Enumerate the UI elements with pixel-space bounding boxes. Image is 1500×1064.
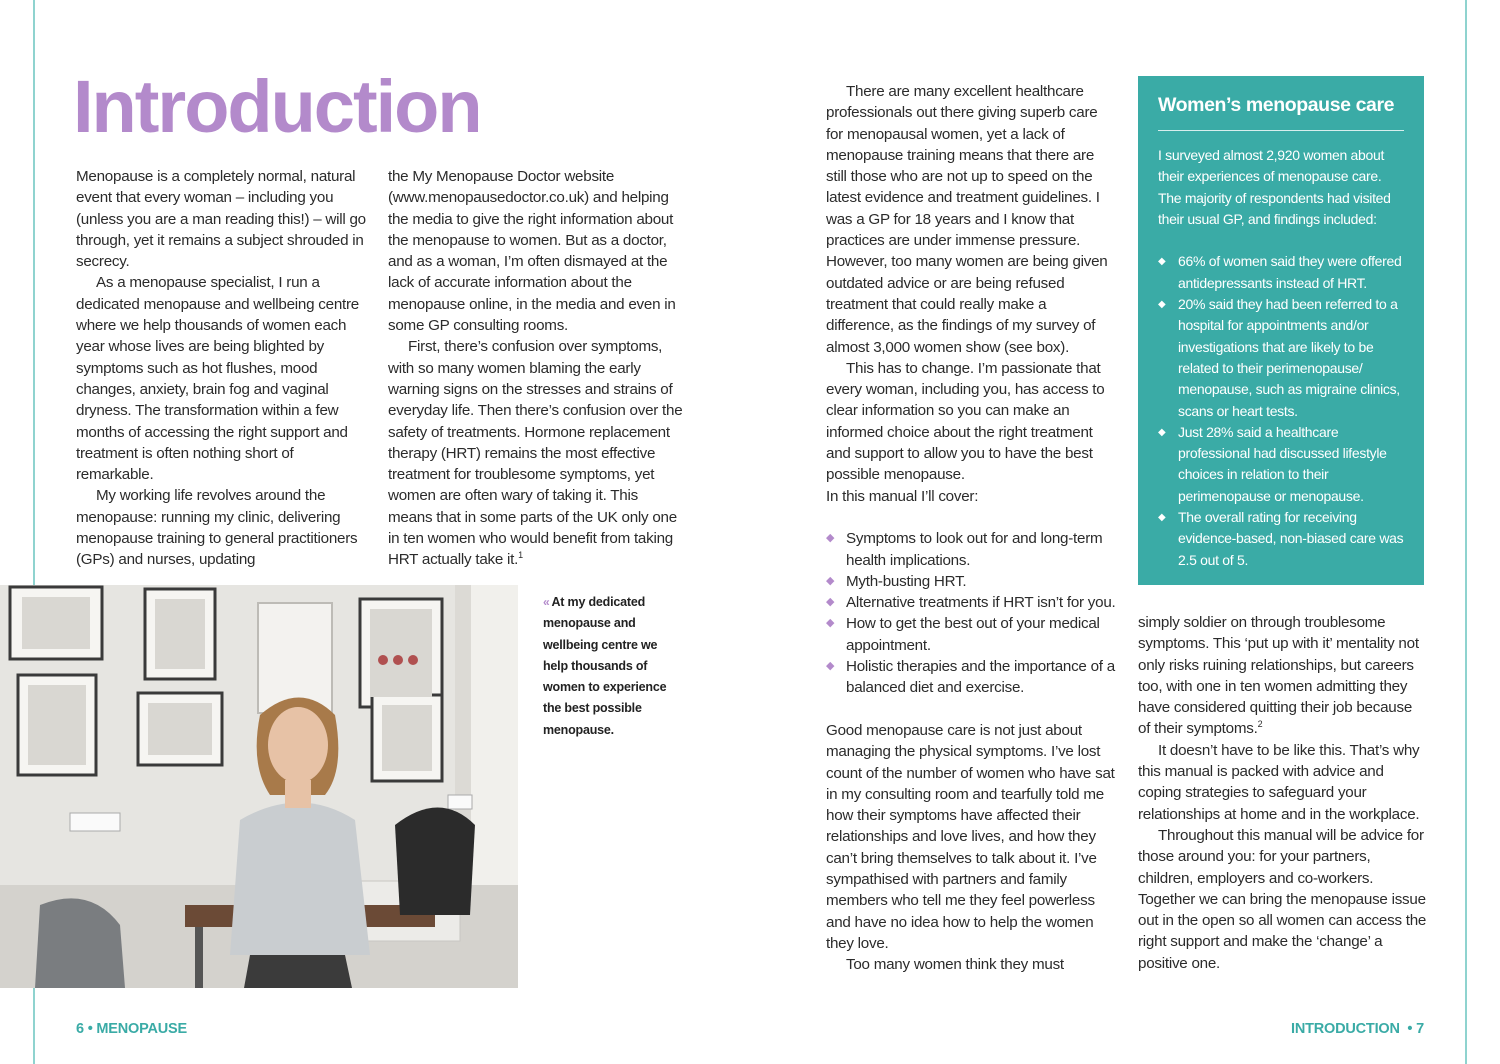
list-item: ◆ 66% of women said they were offered antidepressants instead of HRT. — [1158, 251, 1404, 294]
paragraph: It doesn’t have to be like this. That’s why this manual is packed with advice and coping strategies to safeguard your relationships at home and in the workplace. — [1138, 741, 1420, 823]
paragraph: Too many women think they must — [846, 956, 1064, 974]
survey-box-title: Women’s menopause care — [1158, 90, 1404, 131]
footnote-marker: 1 — [518, 550, 523, 561]
paragraph-text: simply soldier on through troublesome symptoms. This ‘put up with it’ mentality not only risks ruining relationships, but careers too, with one in ten women admitting they have considered quitting their job because of their symptoms. — [1138, 614, 1419, 738]
photo-caption — [543, 592, 683, 741]
list-item: ◆ Holistic therapies and the importance of a balanced diet and exercise. — [826, 656, 1118, 699]
column-1 — [76, 166, 368, 571]
clinic-photo-illustration — [0, 585, 518, 988]
survey-findings-list — [1158, 251, 1404, 570]
footnote-marker: 2 — [1257, 719, 1263, 730]
caption-arrow-icon: « — [543, 595, 550, 609]
paragraph-text: First, there’s confusion over symptoms, with so many women blaming the early warning signs on the stresses and strains of everyday life. Then there’s confusion over the safety of treatments. Hormone replacement therapy (HRT) remains the most effective treatment for troublesome symptoms, yet women are often wary of taking it. This means that in some parts of the UK only one in ten women who would benefit from taking HRT actually take it. — [388, 338, 683, 569]
paragraph: Good menopause care is not just about managing the physical symptoms. I’ve lost count of the number of women who have sat in my consulting room and tearfully told me how their symptoms have affected their relationships and love lives, and how they can’t bring themselves to talk about it. I’ve sympathised with partners and family members who tell me they feel powerless and have no idea how to help the women they love. — [826, 721, 1115, 952]
list-item: ◆ Myth-busting HRT. — [826, 571, 1118, 592]
footer-right-folio: INTRODUCTION • 7 — [1291, 1021, 1424, 1037]
column-2 — [388, 166, 686, 571]
column-3 — [826, 81, 1118, 975]
paragraph: In this manual I’ll cover: — [826, 487, 979, 505]
list-item: ◆ How to get the best out of your medical appointment. — [826, 613, 1118, 656]
survey-box — [1138, 76, 1424, 585]
list-item: ◆ 20% said they had been referred to a hospital for appointments and/or investigations that are likely to be related to their perimenopause/ menopause, such as migraine clinics, scans or heart tests. — [1158, 294, 1404, 422]
clinic-photo — [0, 585, 518, 988]
paragraph: Menopause is a completely normal, natural event that every woman – including you (unless you are a man reading this!) – will go through, yet it remains a subject shrouded in secrecy. — [76, 168, 366, 271]
footer-left-folio: 6 • MENOPAUSE — [76, 1021, 187, 1037]
paragraph: Throughout this manual will be advice for those around you: for your partners, children, employers and co-workers. Together we can bring the menopause issue out in the open so all women can access the right support and make the ‘change’ a positive one. — [1138, 826, 1427, 972]
caption-text: At my dedicated menopause and wellbeing centre we help thousands of women to experience the best possible menopause. — [543, 595, 667, 737]
paragraph: My working life revolves around the menopause: running my clinic, delivering menopause training to general practitioners (GPs) and nurses, updating — [76, 487, 358, 569]
page-title: Introduction — [73, 65, 481, 148]
paragraph: As a menopause specialist, I run a dedicated menopause and wellbeing centre where we help thousands of women each year whose lives are being blighted by symptoms such as hot flushes, mood changes, anxiety, brain fog and vaginal dryness. The transformation within a few months of accessing the right support and treatment is often nothing short of remarkable. — [76, 274, 359, 484]
survey-intro: I surveyed almost 2,920 women about their experiences of menopause care. The majority of respondents had visited their usual GP, and findings included: — [1158, 147, 1391, 227]
survey-box-body — [1158, 145, 1404, 571]
paragraph — [388, 336, 686, 570]
list-item: ◆ Symptoms to look out for and long-term health implications. — [826, 528, 1118, 571]
paragraph: There are many excellent healthcare professionals out there giving superb care for menopausal women, yet a lack of menopause training means that there are still those who are not up to speed on the latest evidence and treatment guidelines. I was a GP for 18 years and I know that practices are under immense pressure. However, too many women are being given outdated advice or are being refused treatment that could really make a difference, as the findings of my survey of almost 3,000 women show (see box). — [826, 83, 1108, 356]
paragraph — [1138, 612, 1428, 740]
coverage-list — [826, 528, 1118, 698]
paragraph: This has to change. I’m passionate that every woman, including you, has access to clear information so you can make an informed choice about the right treatment and support to allow you to have the best possible menopause. — [826, 359, 1105, 484]
paragraph: the My Menopause Doctor website (www.menopausedoctor.co.uk) and helping the media to give the right information about the menopause to women. But as a doctor, and as a woman, I’m often dismayed at the lack of accurate information about the menopause online, in the media and even in some GP consulting rooms. — [388, 168, 676, 335]
right-page-edge-line — [1465, 0, 1467, 1064]
list-item: ◆ The overall rating for receiving evidence-based, non-biased care was 2.5 out of 5. — [1158, 507, 1404, 571]
list-item: ◆ Alternative treatments if HRT isn’t for you. — [826, 592, 1118, 613]
list-item: ◆ Just 28% said a healthcare professional had discussed lifestyle choices in relation to their perimenopause or menopause. — [1158, 422, 1404, 507]
column-4 — [1138, 612, 1428, 974]
